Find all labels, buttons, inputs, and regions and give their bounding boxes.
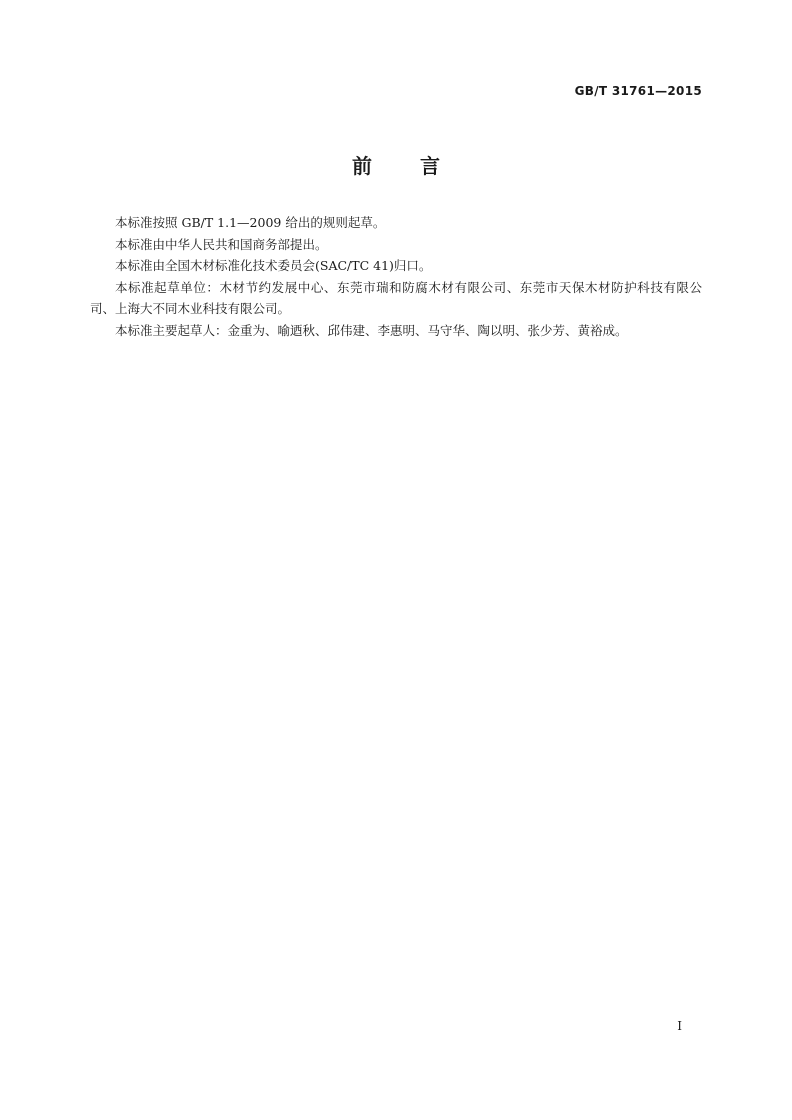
paragraph-main-drafters: 本标准主要起草人：金重为、喻迺秋、邱伟建、李惠明、马守华、陶以明、张少芳、黄裕成。	[115, 322, 628, 338]
section-title-foreword	[0, 150, 792, 179]
title-char-2: 言	[420, 154, 440, 178]
paragraph-proposed-by: 本标准由中华人民共和国商务部提出。	[115, 236, 328, 252]
title-char-1: 前	[352, 154, 372, 178]
paragraph-drafting-rules: 本标准按照 GB/T 1.1—2009 给出的规则起草。	[115, 215, 386, 230]
page-number: I	[677, 1019, 682, 1033]
paragraph-drafting-units: 本标准起草单位：木材节约发展中心、东莞市瑞和防腐木材有限公司、东莞市天保木材防护科技有限公司、上海大不同木业科技有限公司。	[90, 279, 702, 316]
foreword-body	[90, 212, 702, 341]
paragraph-under-jurisdiction: 本标准由全国木材标准化技术委员会(SAC/TC 41)归口。	[115, 258, 432, 273]
standard-number: GB/T 31761—2015	[574, 84, 702, 98]
